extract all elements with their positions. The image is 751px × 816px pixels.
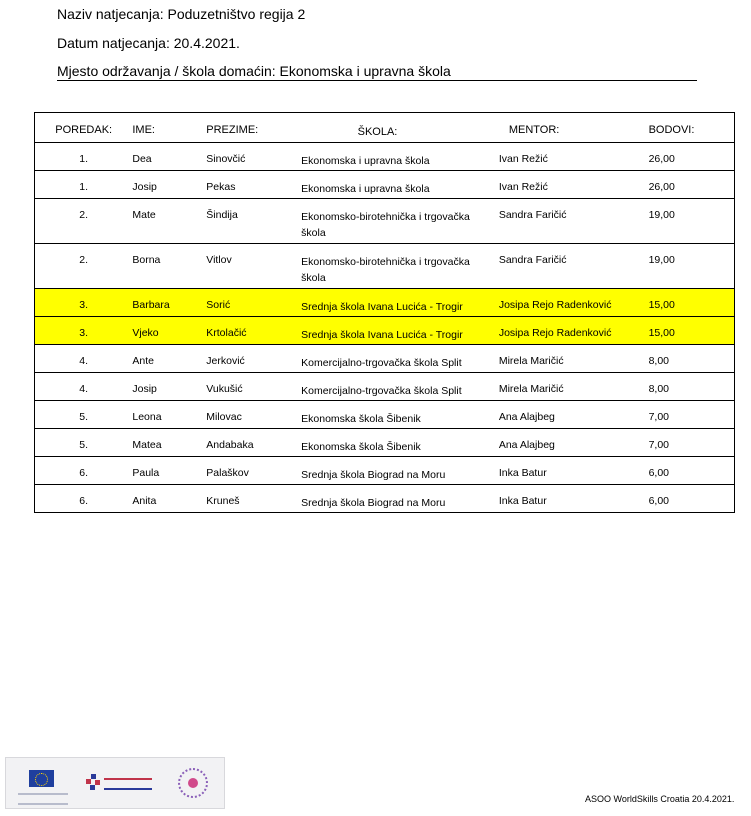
cell-name: Vjeko	[132, 317, 206, 345]
table-row	[35, 199, 735, 244]
cell-points: 15,00	[649, 289, 735, 317]
cell-school: Ekonomsko-birotehnička i trgovačka škola	[301, 199, 499, 244]
cell-school: Ekonomsko-birotehnička i trgovačka škola	[301, 244, 499, 289]
cell-mentor: Inka Batur	[499, 457, 649, 485]
results-table	[34, 112, 735, 513]
cell-rank: 3.	[35, 317, 133, 345]
cell-rank: 5.	[35, 429, 133, 457]
cell-rank: 4.	[35, 345, 133, 373]
cell-name: Ante	[132, 345, 206, 373]
footer-note: ASOO WorldSkills Croatia 20.4.2021.	[585, 794, 735, 804]
column-header-rank: POREDAK:	[55, 124, 113, 136]
eu-flag-icon	[29, 770, 54, 787]
cell-rank: 5.	[35, 401, 133, 429]
cell-rank: 2.	[35, 199, 133, 244]
cell-surname: Jerković	[206, 345, 301, 373]
cell-mentor: Inka Batur	[499, 485, 649, 513]
cell-mentor: Sandra Faričić	[499, 199, 649, 244]
cell-name: Borna	[132, 244, 206, 289]
cell-mentor: Josipa Rejo Radenković	[499, 289, 649, 317]
cell-name: Josip	[132, 373, 206, 401]
competition-name: Naziv natjecanja: Poduzetništvo regija 2	[57, 6, 306, 22]
table-row	[35, 244, 735, 289]
table-row	[35, 345, 735, 373]
cell-rank: 3.	[35, 289, 133, 317]
cell-mentor: Josipa Rejo Radenković	[499, 317, 649, 345]
table-row	[35, 373, 735, 401]
cell-surname: Palaškov	[206, 457, 301, 485]
cell-rank: 1.	[35, 143, 133, 171]
cell-mentor: Mirela Maričić	[499, 345, 649, 373]
table-row	[35, 317, 735, 345]
cell-mentor: Sandra Faričić	[499, 244, 649, 289]
cell-name: Paula	[132, 457, 206, 485]
cell-name: Barbara	[132, 289, 206, 317]
cell-name: Mate	[132, 199, 206, 244]
cell-rank: 6.	[35, 457, 133, 485]
table-row	[35, 457, 735, 485]
cell-points: 26,00	[649, 171, 735, 199]
table-row	[35, 429, 735, 457]
cell-points: 7,00	[649, 429, 735, 457]
cell-school: Komercijalno-trgovačka škola Split	[301, 345, 499, 373]
cell-school: Ekonomska i upravna škola	[301, 171, 499, 199]
cell-surname: Sinovčić	[206, 143, 301, 171]
cell-school: Srednja škola Biograd na Moru	[301, 485, 499, 513]
column-header-points: BODOVI:	[648, 124, 695, 136]
cell-school: Ekonomska škola Šibenik	[301, 401, 499, 429]
cell-surname: Vitlov	[206, 244, 301, 289]
eu-caption-graphic	[18, 793, 68, 805]
cell-mentor: Ivan Režić	[499, 143, 649, 171]
column-header-mentor: MENTOR:	[508, 124, 560, 136]
cell-rank: 4.	[35, 373, 133, 401]
competition-venue: Mjesto održavanja / škola domaćin: Ekonomska i upravna škola	[57, 63, 697, 81]
cell-mentor: Mirela Maričić	[499, 373, 649, 401]
cell-school: Ekonomska škola Šibenik	[301, 429, 499, 457]
table-row	[35, 171, 735, 199]
cell-points: 26,00	[649, 143, 735, 171]
asoo-logo-icon	[178, 768, 208, 798]
column-header-surname: PREZIME:	[206, 124, 259, 136]
cell-surname: Milovac	[206, 401, 301, 429]
cell-surname: Vukušić	[206, 373, 301, 401]
cell-surname: Pekas	[206, 171, 301, 199]
cell-surname: Sorić	[206, 289, 301, 317]
column-header-school: ŠKOLA:	[357, 126, 398, 138]
table-row	[35, 401, 735, 429]
cell-name: Matea	[132, 429, 206, 457]
cell-surname: Šindija	[206, 199, 301, 244]
cell-name: Josip	[132, 171, 206, 199]
cell-points: 6,00	[649, 457, 735, 485]
cell-school: Ekonomska i upravna škola	[301, 143, 499, 171]
cell-surname: Krtolačić	[206, 317, 301, 345]
cell-points: 15,00	[649, 317, 735, 345]
cell-points: 8,00	[649, 345, 735, 373]
cell-points: 7,00	[649, 401, 735, 429]
cell-rank: 6.	[35, 485, 133, 513]
cell-points: 6,00	[649, 485, 735, 513]
cell-rank: 2.	[35, 244, 133, 289]
cell-school: Srednja škola Biograd na Moru	[301, 457, 499, 485]
column-header-name: IME:	[132, 124, 155, 136]
cell-surname: Kruneš	[206, 485, 301, 513]
cell-name: Dea	[132, 143, 206, 171]
competition-date: Datum natjecanja: 20.4.2021.	[57, 35, 240, 51]
cell-mentor: Ivan Režić	[499, 171, 649, 199]
cell-school: Srednja škola Ivana Lucića - Trogir	[301, 289, 499, 317]
cell-school: Komercijalno-trgovačka škola Split	[301, 373, 499, 401]
cell-name: Anita	[132, 485, 206, 513]
cell-points: 19,00	[649, 199, 735, 244]
cell-rank: 1.	[35, 171, 133, 199]
cell-points: 19,00	[649, 244, 735, 289]
table-row	[35, 289, 735, 317]
esf-logo-icon	[86, 772, 156, 796]
table-row	[35, 143, 735, 171]
cell-surname: Andabaka	[206, 429, 301, 457]
table-header-row	[35, 113, 735, 143]
sponsor-logo-strip	[5, 757, 225, 809]
cell-points: 8,00	[649, 373, 735, 401]
cell-mentor: Ana Alajbeg	[499, 401, 649, 429]
cell-mentor: Ana Alajbeg	[499, 429, 649, 457]
cell-school: Srednja škola Ivana Lucića - Trogir	[301, 317, 499, 345]
cell-name: Leona	[132, 401, 206, 429]
table-row	[35, 485, 735, 513]
